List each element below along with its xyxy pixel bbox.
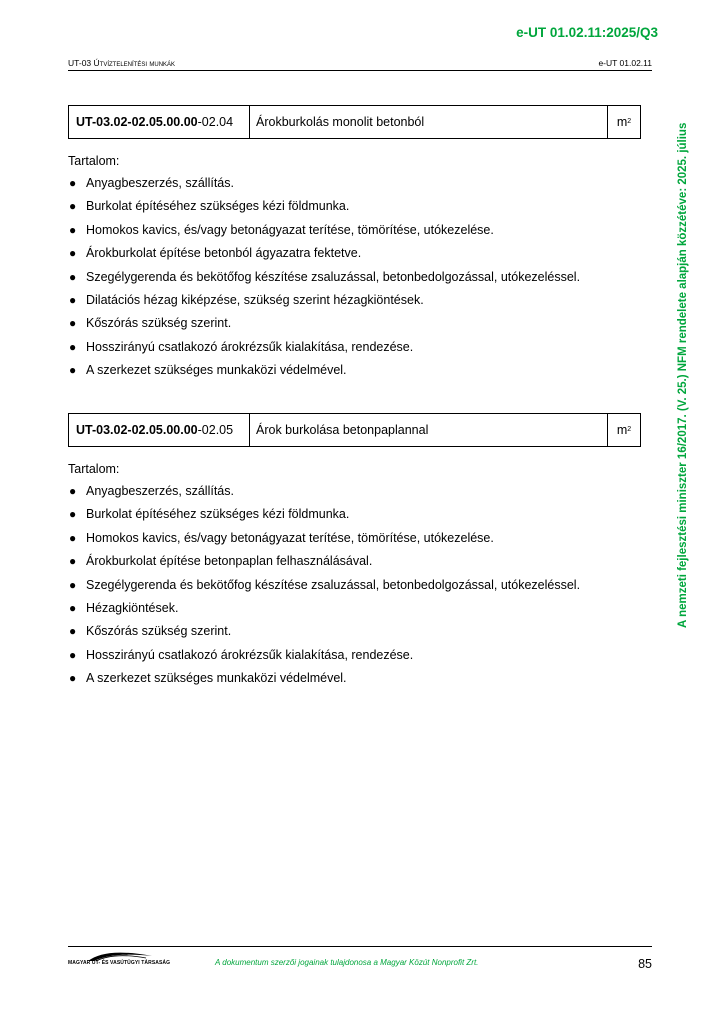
item-description: Árokburkolás monolit betonból xyxy=(250,106,608,138)
bullet-icon: ● xyxy=(69,507,77,522)
item-table-1 xyxy=(68,105,641,139)
content-label: Tartalom: xyxy=(68,462,120,476)
society-logo-text: MAGYAR ÚT- ÉS VASÚTÜGYI TÁRSASÁG xyxy=(68,960,171,966)
chapter-code: UT-03 xyxy=(68,58,94,68)
bullet-icon: ● xyxy=(69,292,77,307)
list-item: ● Homokos kavics, és/vagy betonágyazat terítése, tömörítése, utókezelése. xyxy=(68,219,648,242)
item-unit xyxy=(608,414,640,446)
item-code-suffix: -02.04 xyxy=(197,115,234,129)
chapter-title: Útvíztelenítési munkák xyxy=(93,58,176,68)
list-item: ● Hosszirányú csatlakozó árokrézsűk kialakítása, rendezése. xyxy=(68,644,648,667)
list-item: ● Hosszirányú csatlakozó árokrézsűk kialakítása, rendezése. xyxy=(68,336,648,359)
running-header xyxy=(68,57,652,71)
item-description: Árok burkolása betonpaplannal xyxy=(250,414,608,446)
list-item: ● Hézagkiöntések. xyxy=(68,597,648,620)
bullet-icon: ● xyxy=(69,222,77,237)
bullet-icon: ● xyxy=(69,176,77,190)
list-item: ● Dilatációs hézag kiképzése, szükség szerint hézagkiöntések. xyxy=(68,289,648,312)
footer-divider xyxy=(68,946,652,947)
item-content-1 xyxy=(68,150,648,383)
list-item: ● A szerkezet szükséges munkaközi védelmével. xyxy=(68,667,648,690)
content-label: Tartalom: xyxy=(68,154,120,168)
list-item: ● Anyagbeszerzés, szállítás. xyxy=(68,172,648,195)
document-code: e-UT 01.02.11:2025/Q3 xyxy=(516,25,658,40)
bullet-icon: ● xyxy=(69,246,77,261)
bullet-icon: ● xyxy=(69,339,77,354)
bullet-icon: ● xyxy=(69,554,77,569)
unit-exponent: 2 xyxy=(627,117,632,125)
bullet-icon: ● xyxy=(69,316,77,331)
item-code-cell xyxy=(69,414,250,446)
unit-exponent: 2 xyxy=(627,425,632,433)
bullet-icon: ● xyxy=(69,363,77,378)
unit-base: m xyxy=(616,115,628,129)
bullet-icon: ● xyxy=(69,624,77,639)
item-code-suffix: -02.05 xyxy=(197,423,234,437)
list-item: ● Szegélygerenda és bekötőfog készítése zsaluzással, betonbedolgozással, utókezeléssel. xyxy=(68,266,648,289)
item-code-main: UT-03.02-02.05.00.00 xyxy=(76,115,198,129)
list-item: ● Homokos kavics, és/vagy betonágyazat terítése, tömörítése, utókezelése. xyxy=(68,527,648,550)
bullet-icon: ● xyxy=(69,577,77,592)
item-content-2 xyxy=(68,458,648,691)
list-item: ● Burkolat építéséhez szükséges kézi földmunka. xyxy=(68,503,648,526)
item-code-main: UT-03.02-02.05.00.00 xyxy=(76,423,198,437)
bullet-icon: ● xyxy=(69,199,77,214)
list-item: ● Kőszórás szükség szerint. xyxy=(68,620,648,643)
list-item: ● Árokburkolat építése betonból ágyazatra fektetve. xyxy=(68,242,648,265)
content-bullet-list xyxy=(68,480,648,691)
item-table-2 xyxy=(68,413,641,447)
bullet-icon: ● xyxy=(69,671,77,686)
bullet-icon: ● xyxy=(69,484,77,498)
bullet-icon: ● xyxy=(69,269,77,284)
bullet-icon: ● xyxy=(69,530,77,545)
running-header-right: e-UT 01.02.11 xyxy=(598,58,652,68)
bullet-icon: ● xyxy=(69,600,77,615)
running-header-left xyxy=(68,58,175,68)
list-item: ● Anyagbeszerzés, szállítás. xyxy=(68,480,648,503)
list-item: ● A szerkezet szükséges munkaközi védelmével. xyxy=(68,359,648,382)
content-bullet-list xyxy=(68,172,648,383)
item-code-cell xyxy=(69,106,250,138)
society-logo xyxy=(68,950,171,970)
item-unit xyxy=(608,106,640,138)
list-item: ● Burkolat építéséhez szükséges kézi földmunka. xyxy=(68,195,648,218)
page-number: 85 xyxy=(638,957,652,971)
list-item: ● Árokburkolat építése betonpaplan felhasználásával. xyxy=(68,550,648,573)
publication-side-note: A nemzeti fejlesztési miniszter 16/2017. (V. 25.) NFM rendelete alapján közzétéve: 2025. július xyxy=(677,122,689,628)
list-item: ● Szegélygerenda és bekötőfog készítése zsaluzással, betonbedolgozással, utókezeléssel. xyxy=(68,574,648,597)
bullet-icon: ● xyxy=(69,647,77,662)
unit-base: m xyxy=(616,423,628,437)
list-item: ● Kőszórás szükség szerint. xyxy=(68,312,648,335)
copyright-notice: A dokumentum szerzői jogainak tulajdonosa a Magyar Közút Nonprofit Zrt. xyxy=(215,958,479,967)
